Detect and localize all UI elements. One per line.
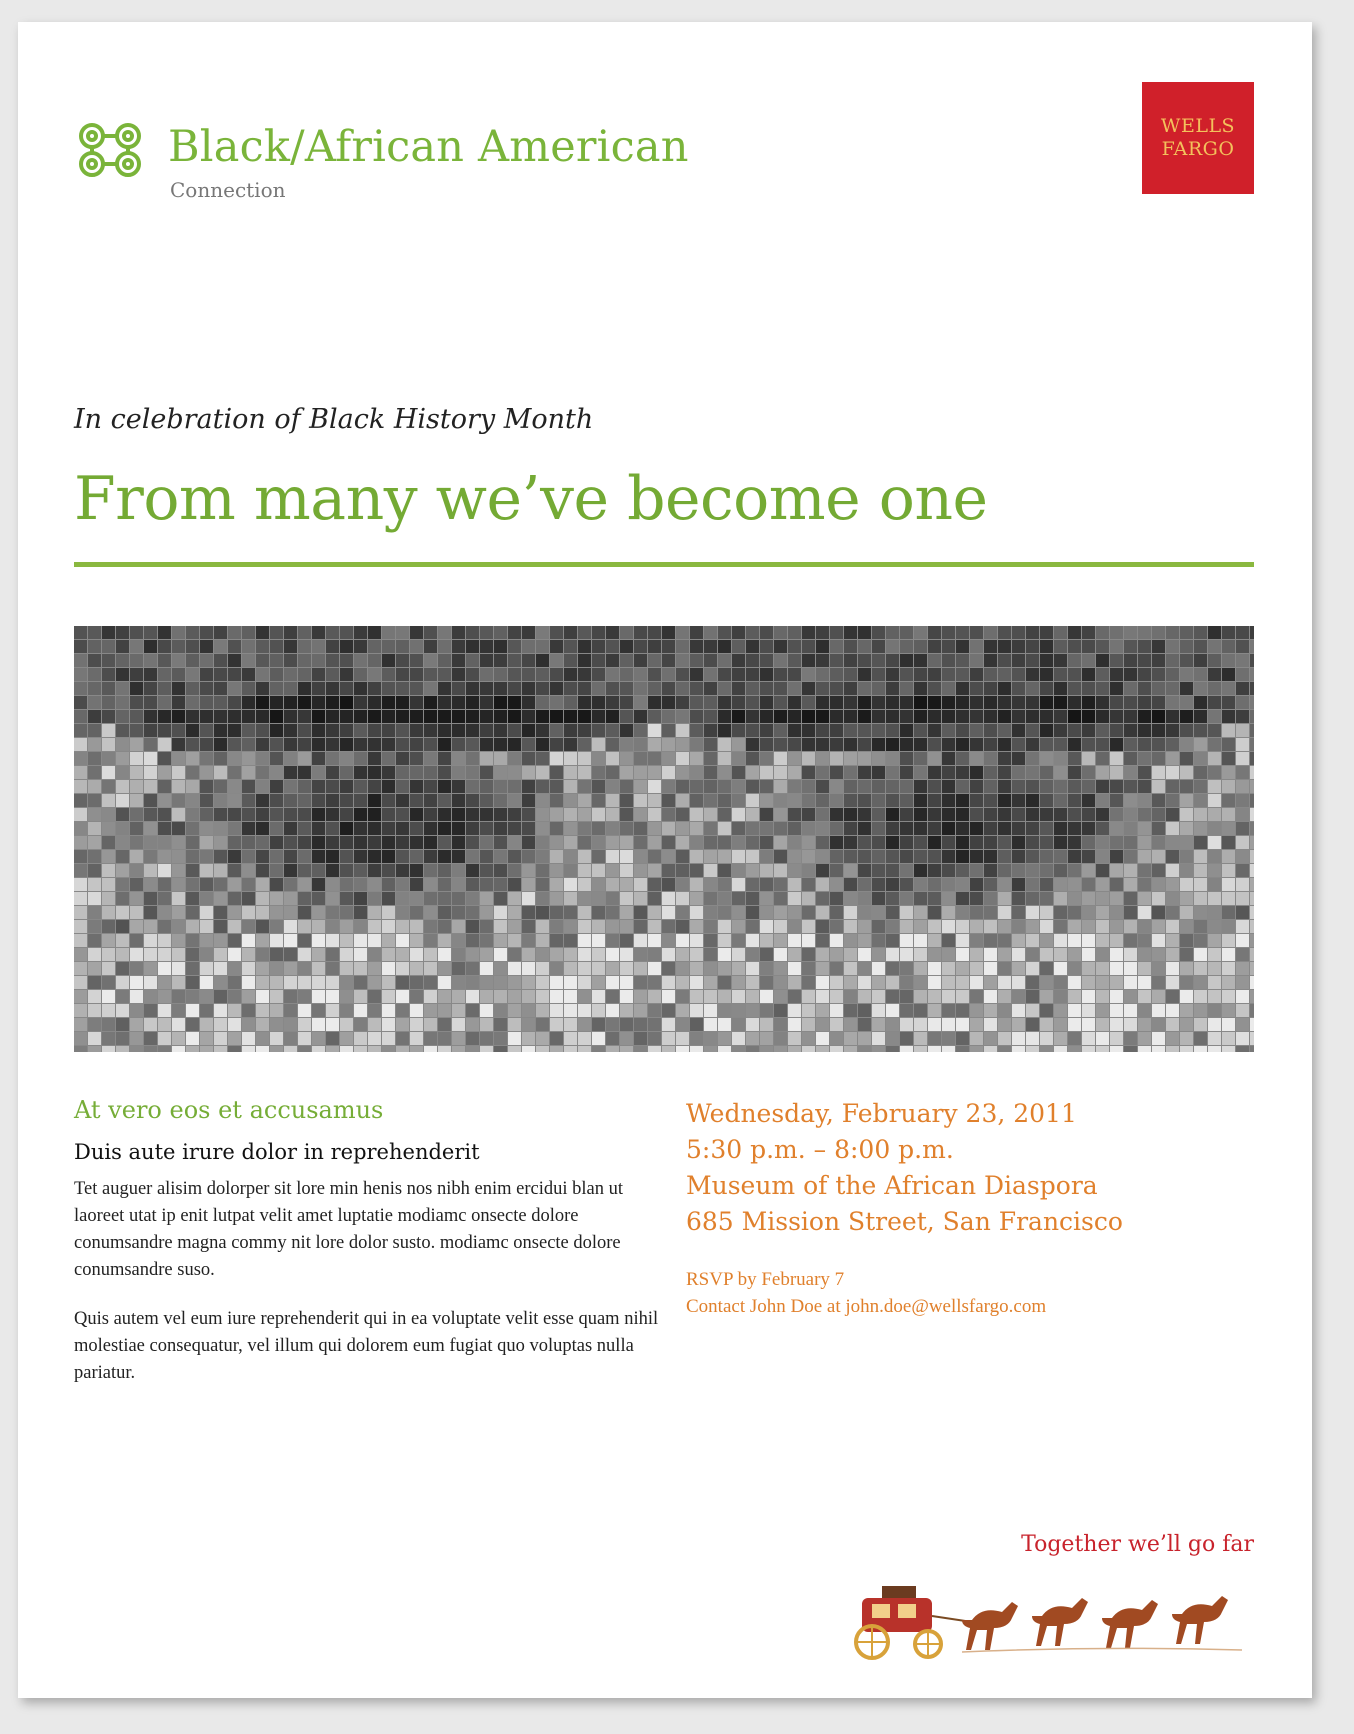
event-address: 685 Mission Street, San Francisco [686, 1207, 1123, 1236]
wells-fargo-logo-line-2: FARGO [1161, 138, 1235, 160]
body-paragraph-1: Tet auguer alisim dolorper sit lore min henis nos nibh enim ercidui blan ut laoreet utat ip enit lutpat velit amet luptatie modiamc onsecte dolore conumsandre magna commy nit lore dolor susto. modiamc onsecte dolore conumsandre suso. [74, 1179, 623, 1280]
headline: From many we’ve become one [74, 464, 988, 534]
rsvp-contact: Contact John Doe at john.doe@wellsfargo.com [686, 1296, 1047, 1317]
details-column [74, 1096, 674, 1409]
tagline: Together we’ll go far [1021, 1532, 1254, 1557]
kicker: In celebration of Black History Month [74, 404, 594, 435]
wells-fargo-logo-line-1: WELLS [1160, 115, 1236, 137]
section-lead: Duis aute irure dolor in reprehenderit [74, 1140, 480, 1164]
section-subhead: At vero eos et accusamus [74, 1096, 384, 1124]
rsvp-deadline: RSVP by February 7 [686, 1269, 845, 1290]
event-venue: Museum of the African Diaspora [686, 1171, 1098, 1200]
flyer-page [18, 22, 1312, 1698]
stagecoach-horses-icon [842, 1572, 1252, 1660]
event-time: 5:30 p.m. – 8:00 p.m. [686, 1135, 954, 1164]
wells-fargo-logo [1142, 82, 1254, 194]
divider-rule [74, 562, 1254, 567]
brand-subtitle: Connection [170, 178, 286, 202]
adinkra-knot-icon [74, 118, 146, 182]
event-date: Wednesday, February 23, 2011 [686, 1099, 1077, 1128]
event-details [686, 1096, 1246, 1320]
photo-mosaic-eyes-image [74, 626, 1254, 1052]
brand-title: Black/African American [168, 122, 689, 172]
body-paragraph-2: Quis autem vel eum iure reprehenderit qui in ea voluptate velit esse quam nihil molestiae consequatur, vel illum qui dolorem eum fugiat quo voluptas nulla pariatur. [74, 1309, 659, 1383]
